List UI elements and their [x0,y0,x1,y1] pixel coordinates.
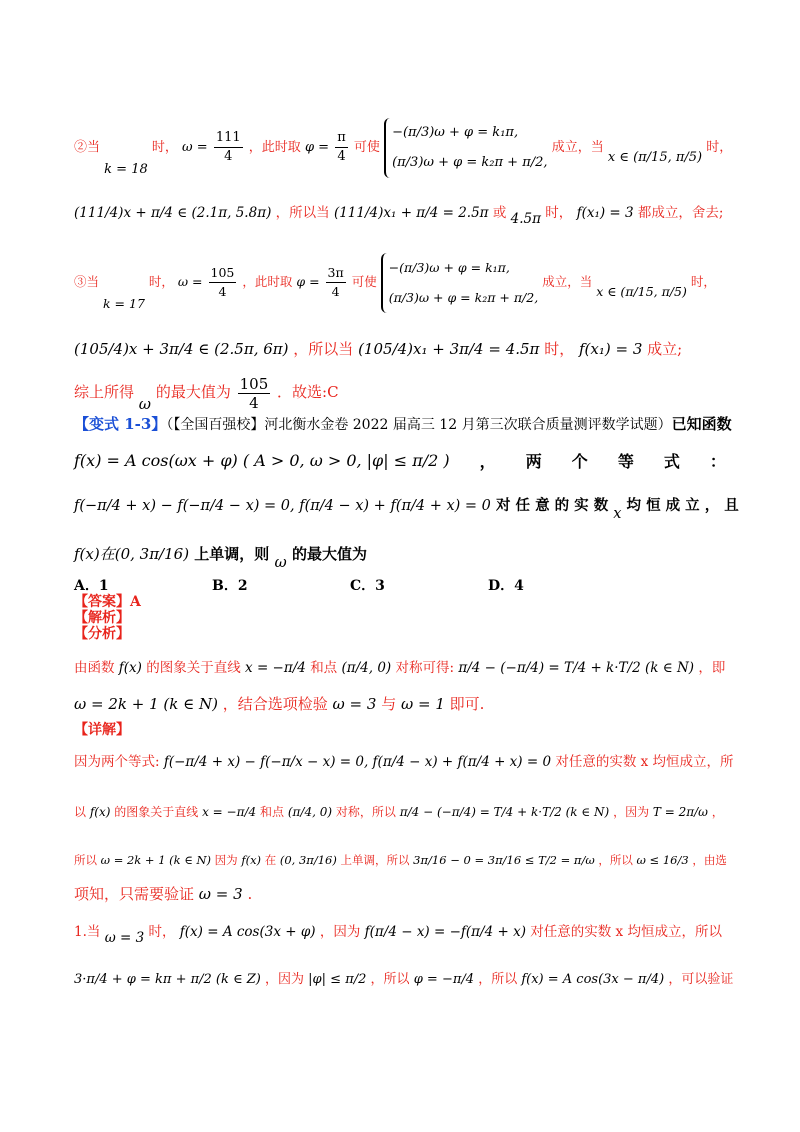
detail-l5-m1: ω = 3 [104,930,145,946]
detail-l2-b: 的图象关于直线 [114,805,199,819]
case3-when: 时， [148,274,174,289]
case2-expr: (111/4)x + π/4 ∈ (2.1π, 5.8π) [74,205,272,221]
option-c: C．3 [350,578,385,594]
variant-w0: ， [479,451,496,471]
case3-eq2: (π/3)ω + φ = k₂π + π/2, [388,289,539,305]
detail-l2-m1: x = −π/4 [202,805,257,819]
case3-eq1: −(π/3)ω + φ = k₁π, [388,259,510,275]
detail-l4-a: 项知，只需要验证 [74,885,195,903]
detail-l2-m4: T = 2π/ω [652,805,708,819]
case2-alt: 4.5π [510,211,541,227]
detail-l5-d: 对任意的实数 x 均恒成立，所以 [530,924,722,940]
detail-l6-m4: f(x) = A cos(3x − π/4) [521,972,665,987]
case3-expr: (105/4)x + 3π/4 ∈ (2.5π, 6π) [74,340,289,358]
case2-canmake: 可使 [353,140,380,155]
detail-l3-m3: 3π/16 − 0 = 3π/16 ≤ T/2 = π/ω [413,853,595,867]
detail-l4-b: . [247,885,253,903]
variant-w5: ： [709,451,726,471]
detail-l1-b: 对任意的实数 x 均恒成立，所 [555,754,734,770]
case3-time: 时， [690,274,716,289]
variant-l3-x: x [613,506,622,522]
variant-source: （【全国百强校】河北衡水金卷 2022 届高三 12 月第三次联合质量测评数学试题） [166,417,672,433]
variant-line2 [74,440,726,480]
detail-l2-f2: ， [711,805,724,819]
variant-w1: 两 [525,451,542,471]
summary-mid: 的最大值为 [155,383,231,401]
xiangjie-label: 【详解】 [74,722,130,738]
variant-line3 [74,488,739,524]
fenxi-l2-b: 与 [381,695,397,713]
detail-l3-f: f(x) [241,853,262,867]
variant-w3: 等 [617,451,634,471]
detail-l1-m: f(−π/4 + x) − f(−π/x − x) = 0, f(π/4 − x) + f(π/4 + x) = 0 [163,754,552,770]
case2-omega: ω = [182,140,208,155]
fenxi-l1-e: ，即 [698,660,726,676]
option-d: D．4 [488,578,524,594]
case3-rest: 成立; [647,340,683,358]
case3-omega: ω = [177,274,203,289]
detail-l6-b: ，所以 [370,972,410,987]
option-a: A．1 [74,578,109,594]
case2-line [74,100,732,196]
variant-tag: 【变式 1-3】 [74,415,167,433]
detail-l5-m3: f(π/4 − x) = −f(π/4 + x) [364,924,526,940]
case2-phi-frac: $\frac{\pi}{4}$ [337,130,346,164]
fenxi-line1 [74,648,725,688]
case2-when2: 时， [545,205,573,221]
answer-line [74,594,141,610]
case2-expr2: (111/4)x₁ + π/4 = 2.5π [333,205,489,221]
detail-l5-c: ，因为 [319,924,361,940]
detail-l6-d: ，可以验证 [668,972,734,987]
variant-eqs: f(−π/4 + x) − f(−π/4 − x) = 0, f(π/4 − x) + f(π/4 + x) = 0 [74,498,491,514]
detail-line6 [74,960,733,1000]
variant-header [74,414,732,435]
detail-l3-c: 在 [264,853,277,867]
detail-l3-d: 上单调，所以 [340,853,410,867]
fenxi-l2-c: 即可. [449,695,485,713]
detail-line5 [74,912,722,952]
fenxi-l1-d: 对称可得: [395,660,455,676]
summary-end: ．故选:C [277,383,339,401]
detail-l3-a: 所以 [74,853,97,867]
case3-fx: f(x₁) = 3 [578,340,643,358]
options-row [74,575,626,595]
case2-take: ，此时取 [248,140,301,155]
variant-w2: 个 [571,451,588,471]
detail-l6-m1: 3·π/4 + φ = kπ + π/2 (k ∈ Z) [74,972,261,987]
detail-l2-m3: π/4 − (−π/4) = T/4 + k·T/2 (k ∈ N) [399,805,610,819]
variant-line4 [74,536,367,572]
fenxi-l2-m3: ω = 1 [401,695,445,713]
variant-func: f(x) = A cos(ωx + φ) ( A > 0, ω > 0, |φ| ≤ π/2 ) [74,450,450,470]
detail-l6-m2: |φ| ≤ π/2 [308,972,367,987]
fenxi-label: 【分析】 [74,626,130,642]
detail-line4 [74,882,252,906]
detail-l6-m3: φ = −π/4 [413,972,475,987]
case3-xin: x ∈ (π/15, π/5) [596,284,687,299]
variant-l4-text: 上单调，则 [194,545,270,563]
detail-line2 [74,792,724,832]
case3-canmake: 可使 [351,274,377,289]
detail-line3 [74,840,727,880]
analysis-label: 【解析】 [74,610,130,626]
case3-hold: 成立，当 [542,274,593,289]
case2-system [384,118,547,178]
summary-line [74,372,339,412]
fenxi-l1-m1: x = −π/4 [245,660,306,676]
summary-frac: $\frac{105}{4}$ [239,374,269,412]
detail-l2-f: f(x) [89,805,111,819]
case2-hold: 成立，当 [551,140,604,155]
detail-l2-a: 以 [74,805,87,819]
detail-line1 [74,742,734,782]
detail-l3-m4: ω ≤ 16/3 [636,853,689,867]
case3-system [381,253,539,313]
variant-l3-text: 对 任 意 的 实 数 [495,497,609,514]
case3-omega-frac: $\frac{105}{4}$ [210,265,235,299]
case2-omega-frac: $\frac{111}{4}$ [215,130,241,164]
case2-k: k = 18 [104,162,148,177]
detail-l2-m2: (π/4, 0) [287,805,333,819]
variant-l4-math: f(x)在(0, 3π/16) [74,545,190,563]
variant-l4-omega: ω [274,553,287,571]
fenxi-l1-c: 和点 [310,660,338,676]
case2-lead: ②当 [74,140,101,155]
detail-l2-e: ，因为 [613,805,650,819]
case3-phi: φ = [296,274,320,289]
variant-w4: 式 [663,451,680,471]
option-b: B．2 [212,578,248,594]
case3-take: ，此时取 [242,274,293,289]
detail-l5-a: 1.当 [74,924,101,940]
case3-lead: ③当 [74,274,100,289]
summary-omega: ω [138,395,152,413]
fenxi-line2 [74,692,484,716]
fenxi-l1-b: 的图象关于直线 [146,660,241,676]
case2-xin: x ∈ (π/15, π/5) [607,150,703,165]
case2-eq1: −(π/3)ω + φ = k₁π, [392,124,519,140]
detail-l5-b: 时， [148,924,176,940]
fenxi-l1-a: 由函数 [74,660,115,676]
detail-l1-a: 因为两个等式: [74,754,160,770]
variant-l3-end: 均 恒 成 立 ， 且 [626,497,739,514]
detail-l5-m2: f(x) = A cos(3x + φ) [179,924,316,940]
detail-l4-m: ω = 3 [198,885,243,903]
fenxi-l2-a: ，结合选项检验 [222,695,328,713]
detail-l6-c: ，所以 [478,972,518,987]
detail-l3-m2: (0, 3π/16) [279,853,337,867]
case3-k: k = 17 [103,296,145,311]
fenxi-l1-m3: π/4 − (−π/4) = T/4 + k·T/2 (k ∈ N) [458,660,695,676]
case3-line2 [74,336,682,362]
case3-phi-frac: $\frac{3\pi}{4}$ [327,265,344,299]
detail-l3-m1: ω = 2k + 1 (k ∈ N) [100,853,212,867]
case2-when: 时， [151,140,178,155]
fenxi-l2-m1: ω = 2k + 1 (k ∈ N) [74,695,218,713]
case2-time: 时， [706,140,733,155]
fenxi-l2-m2: ω = 3 [332,695,377,713]
summary-lead: 综上所得 [74,383,135,401]
detail-l6-a: ，因为 [265,972,305,987]
case2-rest: 都成立，舍去; [637,205,724,221]
case3-expr2: (105/4)x₁ + 3π/4 = 4.5π [358,340,540,358]
case2-or: 或 [492,205,507,221]
case2-eq2: (π/3)ω + φ = k₂π + π/2, [392,154,548,170]
fenxi-l1-m2: (π/4, 0) [341,660,392,676]
case2-line2 [74,200,723,226]
case2-fx: f(x₁) = 3 [576,205,634,221]
detail-l2-c: 和点 [260,805,285,819]
answer-value: A [130,594,141,610]
case3-line [74,234,716,330]
case2-phi: φ = [304,140,330,155]
detail-l3-f2: ，由选 [692,853,727,867]
answer-label: 【答案】 [74,594,130,610]
case3-so: ，所以当 [293,340,354,358]
variant-l4-end: 的最大值为 [292,545,368,563]
fenxi-l1-f: f(x) [118,660,142,676]
case3-when2: 时， [544,340,575,358]
case2-so: ，所以当 [275,205,330,221]
detail-l3-b: 因为 [214,853,238,867]
detail-l2-d: 对称，所以 [335,805,396,819]
variant-intro: 已知函数 [671,415,732,433]
detail-l3-e: ，所以 [598,853,633,867]
